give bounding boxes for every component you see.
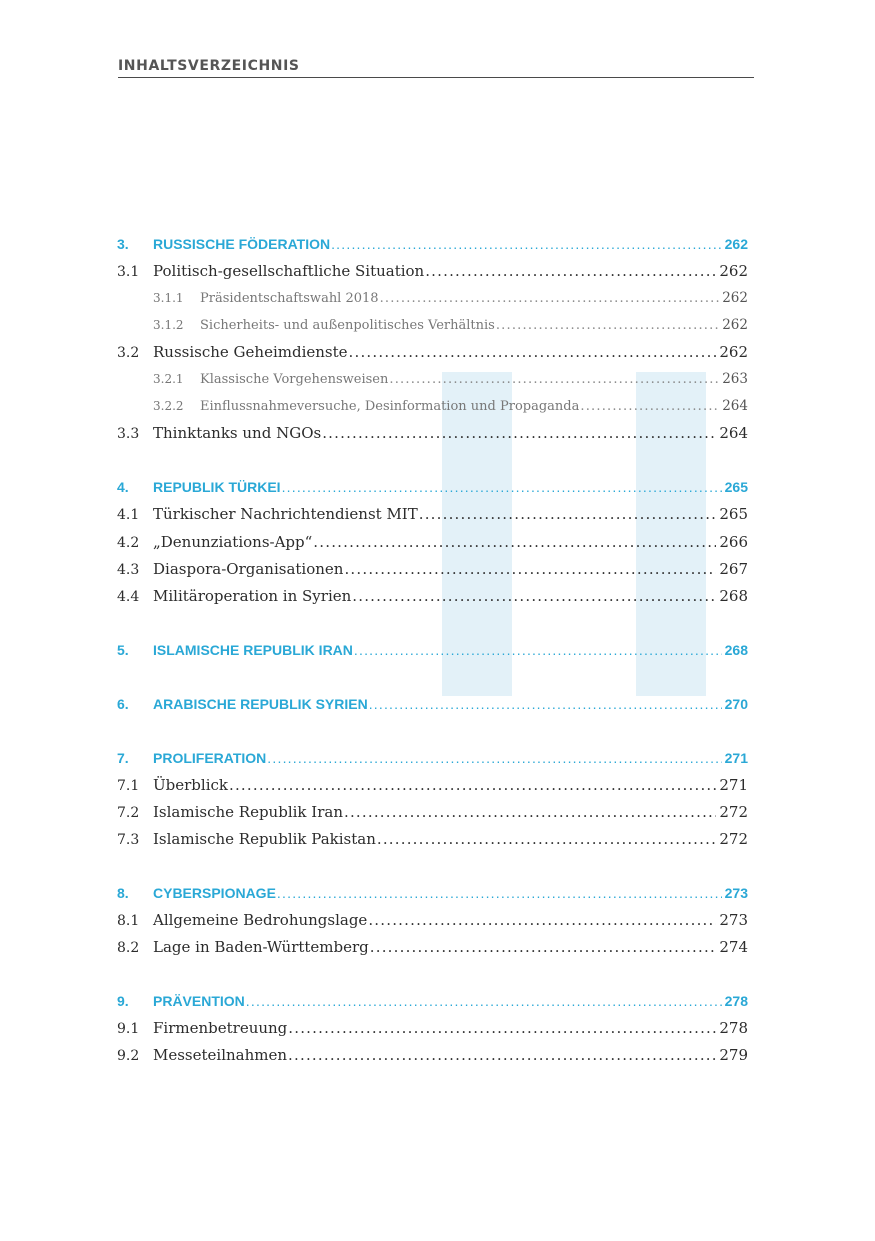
toc-title: PRÄVENTION	[153, 993, 245, 1010]
toc-title: Lage in Baden-Württemberg	[153, 938, 369, 957]
spacer	[117, 961, 748, 988]
toc-section-9-2[interactable]	[117, 1042, 748, 1069]
toc-number: 4.3	[117, 561, 140, 578]
toc-number: 4.	[117, 479, 129, 496]
toc-page-number: 271	[724, 749, 748, 766]
toc-title: REPUBLIK TÜRKEI	[153, 479, 281, 496]
toc-page-number: 272	[719, 830, 748, 849]
dot-leader	[349, 339, 717, 366]
toc-number: 8.2	[117, 940, 140, 957]
toc-title: Allgemeine Bedrohungslage	[153, 911, 368, 930]
toc-title: Messeteilnahmen	[153, 1046, 288, 1065]
toc-chapter-7[interactable]	[117, 745, 748, 772]
dot-leader	[267, 745, 721, 772]
toc-number: 8.	[117, 885, 129, 902]
toc-page-number: 267	[719, 559, 748, 578]
toc-section-3-1[interactable]	[117, 258, 748, 285]
toc-section-4-3[interactable]	[117, 556, 748, 583]
toc-title: Klassische Vorgehensweisen	[200, 372, 389, 388]
toc-page-number: 278	[724, 993, 748, 1010]
toc-page-number: 274	[719, 938, 748, 957]
toc-page-number: 263	[722, 371, 748, 388]
toc-page-number: 279	[719, 1046, 748, 1065]
toc-page-number: 264	[722, 398, 748, 415]
dot-leader	[313, 529, 716, 556]
toc-number: 9.	[117, 993, 129, 1010]
toc-page-number: 270	[724, 695, 748, 712]
toc-title: „Denunziations-App“	[153, 532, 313, 551]
toc-section-7-1[interactable]	[117, 772, 748, 799]
toc-title: Präsidentschaftswahl 2018	[200, 291, 379, 307]
table-of-contents	[117, 231, 748, 1069]
toc-section-8-2[interactable]	[117, 934, 748, 961]
toc-number: 6.	[117, 695, 129, 712]
toc-title: Einflussnahmeversuche, Desinformation und Propaganda	[200, 399, 580, 415]
toc-subsection-3-1-2[interactable]	[117, 312, 748, 339]
toc-number: 8.1	[117, 913, 140, 930]
dot-leader	[229, 772, 716, 799]
toc-number: 7.1	[117, 777, 140, 794]
toc-page-number: 262	[719, 262, 748, 281]
toc-chapter-4[interactable]	[117, 474, 748, 501]
toc-number: 7.2	[117, 804, 140, 821]
dot-leader	[331, 231, 722, 258]
toc-number: 3.1	[117, 264, 140, 281]
toc-page-number: 262	[719, 343, 748, 362]
toc-number: 9.1	[117, 1021, 140, 1038]
toc-chapter-3[interactable]	[117, 231, 748, 258]
toc-chapter-5[interactable]	[117, 637, 748, 664]
dot-leader	[246, 988, 722, 1015]
dot-leader	[419, 501, 717, 528]
toc-section-8-1[interactable]	[117, 907, 748, 934]
dot-leader	[389, 366, 719, 393]
toc-section-4-2[interactable]	[117, 529, 748, 556]
toc-page-number: 271	[719, 775, 748, 794]
toc-number: 3.1.2	[153, 318, 184, 333]
toc-section-7-2[interactable]	[117, 799, 748, 826]
dot-leader	[368, 907, 716, 934]
page-header	[118, 56, 754, 78]
toc-number: 5.	[117, 641, 129, 658]
toc-title: ARABISCHE REPUBLIK SYRIEN	[153, 695, 368, 712]
toc-subsection-3-2-2[interactable]	[117, 393, 748, 420]
toc-title: Firmenbetreuung	[153, 1019, 288, 1038]
toc-subsection-3-2-1[interactable]	[117, 366, 748, 393]
dot-leader	[496, 312, 719, 339]
toc-title: Sicherheits- und außenpolitisches Verhältnis	[200, 318, 495, 334]
toc-title: Überblick	[153, 775, 228, 794]
toc-title: Diaspora-Organisationen	[153, 559, 344, 578]
toc-title: PROLIFERATION	[153, 749, 267, 766]
toc-page-number: 262	[722, 290, 748, 307]
toc-title: Politisch-gesellschaftliche Situation	[153, 262, 425, 281]
toc-section-4-1[interactable]	[117, 501, 748, 528]
toc-number: 3.2	[117, 345, 140, 362]
toc-chapter-6[interactable]	[117, 691, 748, 718]
toc-number: 7.3	[117, 832, 140, 849]
toc-title: ISLAMISCHE REPUBLIK IRAN	[153, 641, 353, 658]
page-title: INHALTSVERZEICHNIS	[118, 58, 300, 74]
toc-number: 4.4	[117, 588, 140, 605]
toc-section-3-2[interactable]	[117, 339, 748, 366]
toc-section-3-3[interactable]	[117, 420, 748, 447]
toc-number: 3.1.1	[153, 291, 184, 306]
dot-leader	[288, 1042, 716, 1069]
toc-chapter-9[interactable]	[117, 988, 748, 1015]
dot-leader	[377, 826, 717, 853]
toc-section-7-3[interactable]	[117, 826, 748, 853]
dot-leader	[344, 799, 716, 826]
toc-page-number: 266	[719, 532, 748, 551]
toc-number: 3.3	[117, 426, 140, 443]
dot-leader	[352, 583, 716, 610]
toc-page-number: 268	[724, 641, 748, 658]
toc-number: 3.2.1	[153, 372, 184, 387]
dot-leader	[580, 393, 719, 420]
dot-leader	[344, 556, 716, 583]
toc-title: Islamische Republik Iran	[153, 802, 343, 821]
toc-number: 9.2	[117, 1048, 140, 1065]
toc-title: Türkischer Nachrichtendienst MIT	[153, 505, 418, 524]
toc-chapter-8[interactable]	[117, 880, 748, 907]
toc-page-number: 262	[724, 236, 748, 252]
toc-subsection-3-1-1[interactable]	[117, 285, 748, 312]
dot-leader	[354, 637, 722, 664]
toc-number: 3.	[117, 236, 129, 252]
toc-page-number: 265	[724, 479, 748, 496]
dot-leader	[322, 420, 716, 447]
toc-number: 7.	[117, 749, 129, 766]
dot-leader	[380, 285, 720, 312]
toc-page-number: 273	[724, 885, 748, 902]
dot-leader	[282, 474, 722, 501]
dot-leader	[425, 258, 716, 285]
dot-leader	[369, 691, 722, 718]
toc-title: Islamische Republik Pakistan	[153, 830, 376, 849]
spacer	[117, 664, 748, 691]
toc-title: RUSSISCHE FÖDERATION	[153, 236, 331, 252]
spacer	[117, 718, 748, 745]
toc-page-number: 278	[719, 1019, 748, 1038]
toc-title: Thinktanks und NGOs	[153, 424, 322, 443]
spacer	[117, 447, 748, 474]
spacer	[117, 853, 748, 880]
toc-title: CYBERSPIONAGE	[153, 885, 276, 902]
toc-title: Militäroperation in Syrien	[153, 586, 352, 605]
toc-page-number: 268	[719, 586, 748, 605]
toc-page-number: 262	[722, 317, 748, 334]
toc-page-number: 265	[719, 505, 748, 524]
toc-number: 3.2.2	[153, 399, 184, 414]
toc-section-4-4[interactable]	[117, 583, 748, 610]
toc-page-number: 264	[719, 424, 748, 443]
toc-title: Russische Geheimdienste	[153, 343, 348, 362]
toc-page-number: 272	[719, 802, 748, 821]
dot-leader	[288, 1015, 716, 1042]
spacer	[117, 610, 748, 637]
toc-number: 4.2	[117, 534, 140, 551]
toc-section-9-1[interactable]	[117, 1015, 748, 1042]
dot-leader	[370, 934, 717, 961]
toc-number: 4.1	[117, 507, 140, 524]
dot-leader	[277, 880, 722, 907]
toc-page-number: 273	[719, 911, 748, 930]
